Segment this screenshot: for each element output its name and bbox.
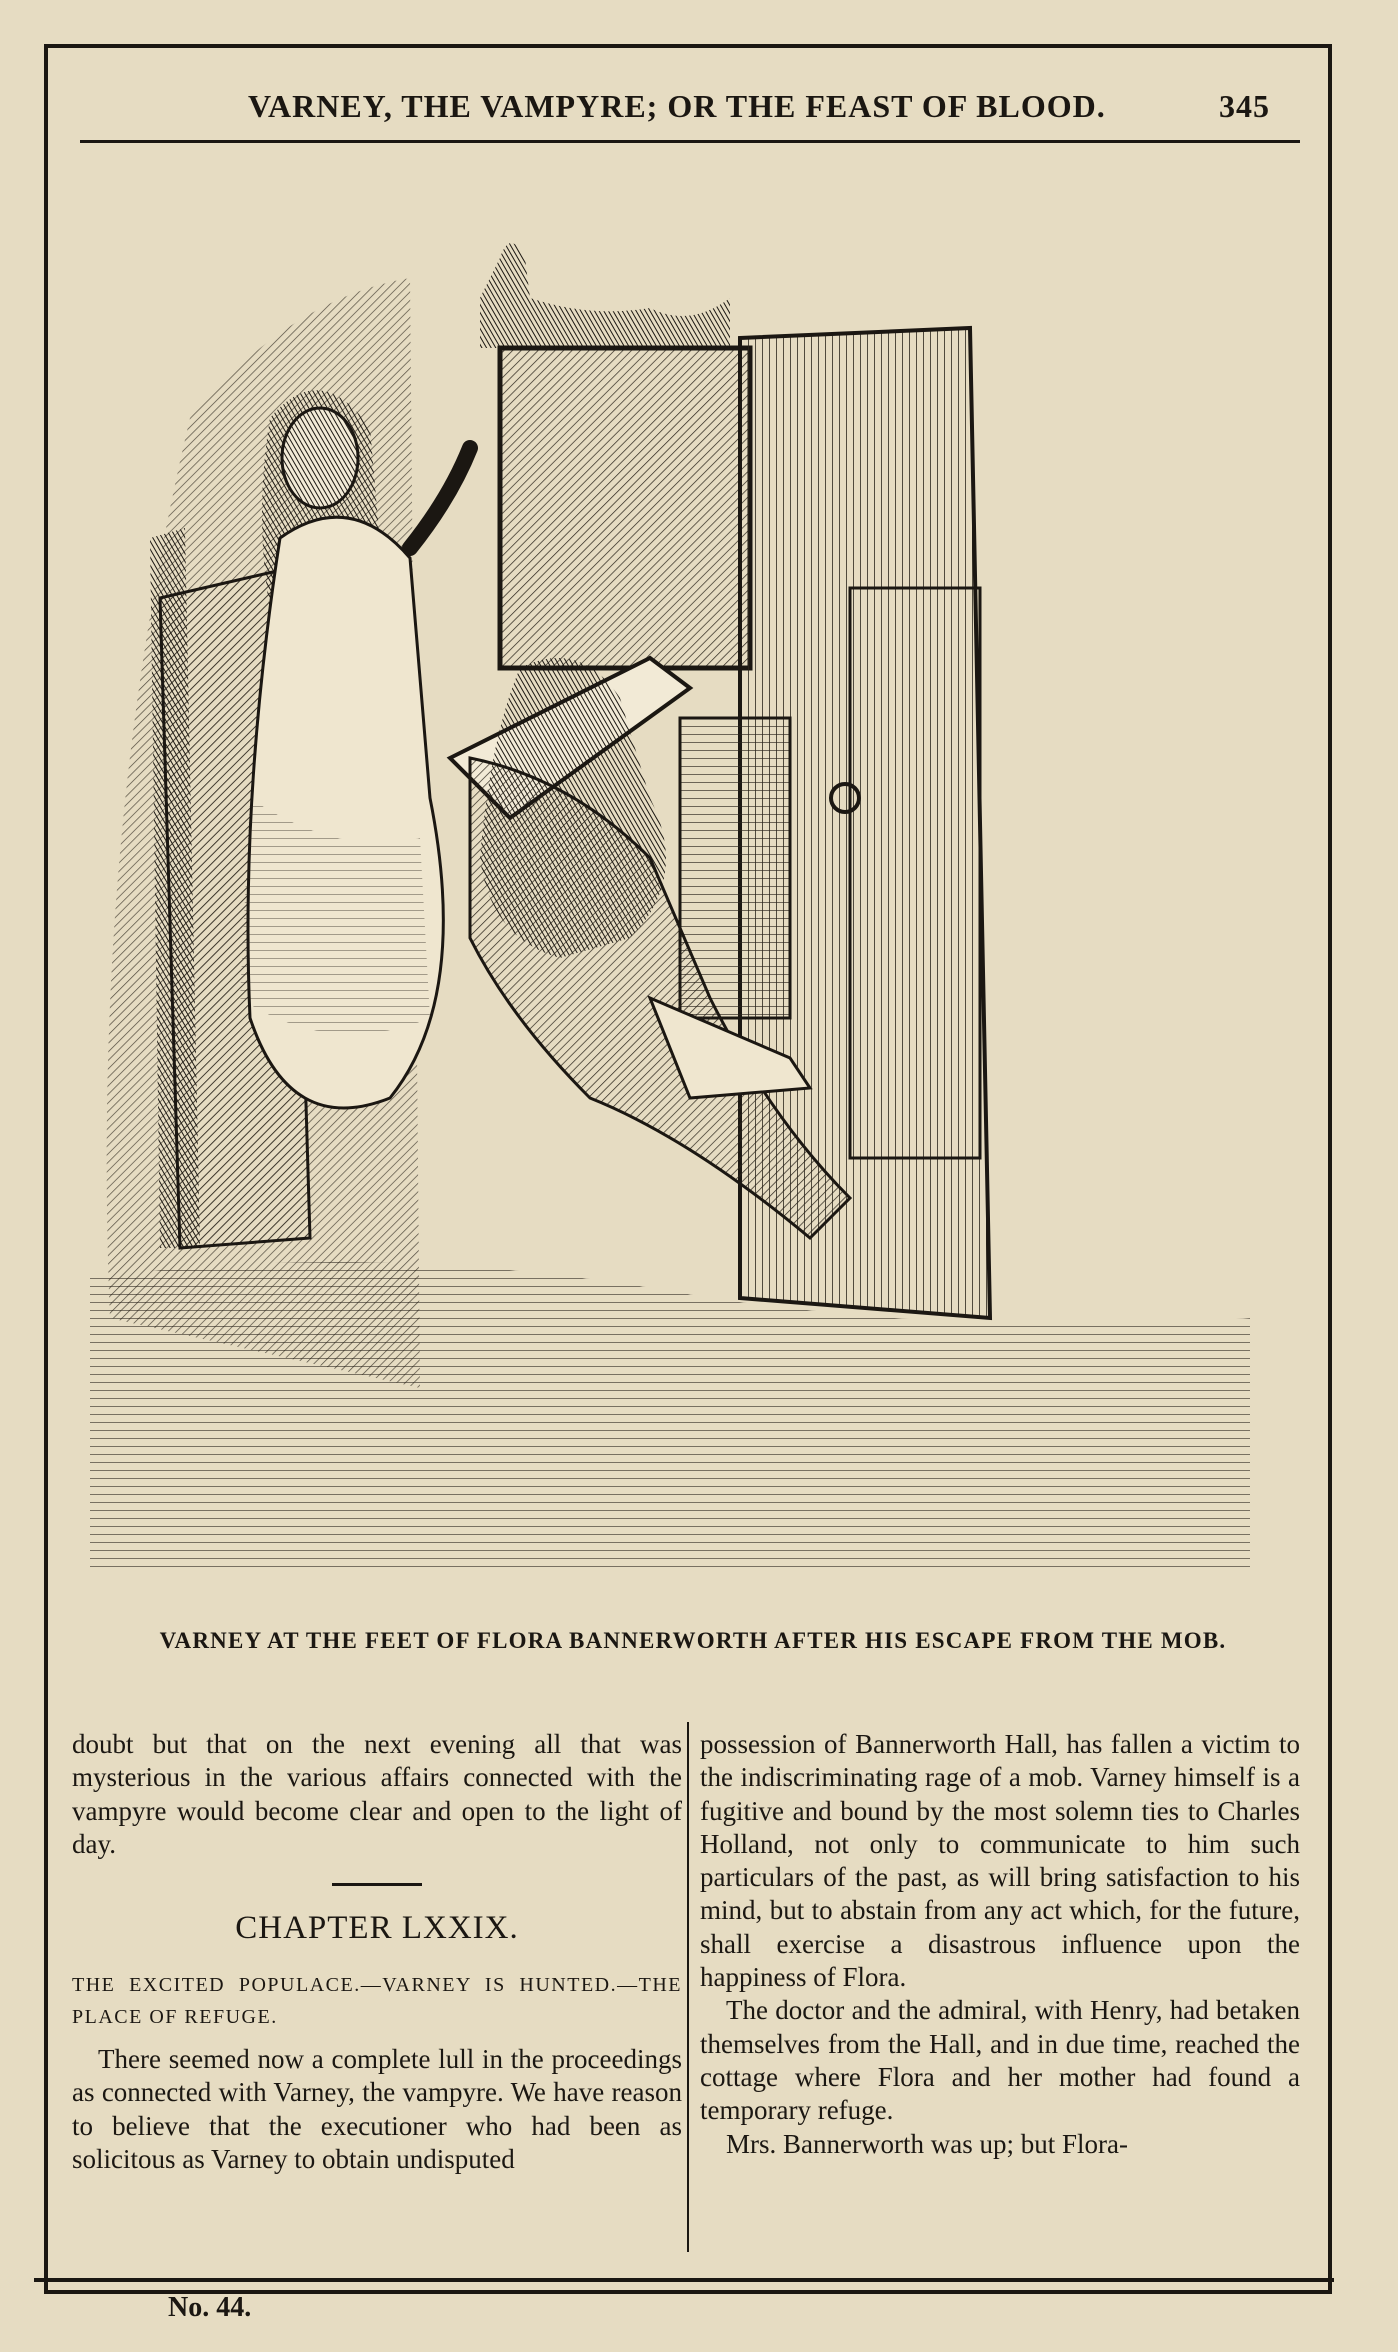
right-paragraph-1: possession of Bannerworth Hall, has fallen a victim to the indiscriminating rage of a mob. Varney himself is a fugitive and bound by the most solemn ties to Charles Holland, not only to communicate to him such particulars of the past, as will bring satisfaction to his mind, but to abstain from any act which, for the future, shall exercise a disastrous influence upon the happiness of Flora. bbox=[700, 1729, 1300, 1993]
left-paragraph-1: doubt but that on the next evening all that was mysterious in the various affairs connected with the vampyre would become clear and open to the light of day. bbox=[72, 1729, 682, 1859]
left-paragraph-2: There seemed now a complete lull in the proceedings as connected with Varney, the vampyre. We have reason to believe that the executioner who had been as solicitous as Varney to obtain undisputed bbox=[72, 2044, 682, 2175]
right-paragraph-3: Mrs. Bannerworth was up; but Flora- bbox=[726, 2128, 1128, 2159]
section-rule bbox=[332, 1883, 422, 1886]
issue-number: No. 44. bbox=[168, 2292, 252, 2323]
chapter-title: CHAPTER LXXIX. bbox=[235, 1910, 519, 1947]
left-column bbox=[72, 1728, 682, 2176]
chapter-subtitle: THE EXCITED POPULACE.—VARNEY IS HUNTED.—THE PLACE OF REFUGE. bbox=[72, 1974, 682, 2029]
running-title: VARNEY, THE VAMPYRE; OR THE FEAST OF BLOOD. bbox=[248, 88, 1106, 124]
footer-rule bbox=[34, 2278, 1334, 2282]
right-column bbox=[700, 1728, 1300, 2161]
running-header bbox=[80, 88, 1300, 138]
illustration-caption: VARNEY AT THE FEET OF FLORA BANNERWORTH AFTER HIS ESCAPE FROM THE MOB. bbox=[159, 1628, 1227, 1653]
page-number: 345 bbox=[1219, 88, 1270, 124]
column-divider bbox=[687, 1722, 689, 2252]
engraving-illustration bbox=[90, 238, 1250, 1568]
right-paragraph-2: The doctor and the admiral, with Henry, had betaken themselves from the Hall, and in due time, reached the cottage where Flora and her mother had found a temporary refuge. bbox=[700, 1995, 1300, 2126]
header-rule bbox=[80, 140, 1300, 143]
